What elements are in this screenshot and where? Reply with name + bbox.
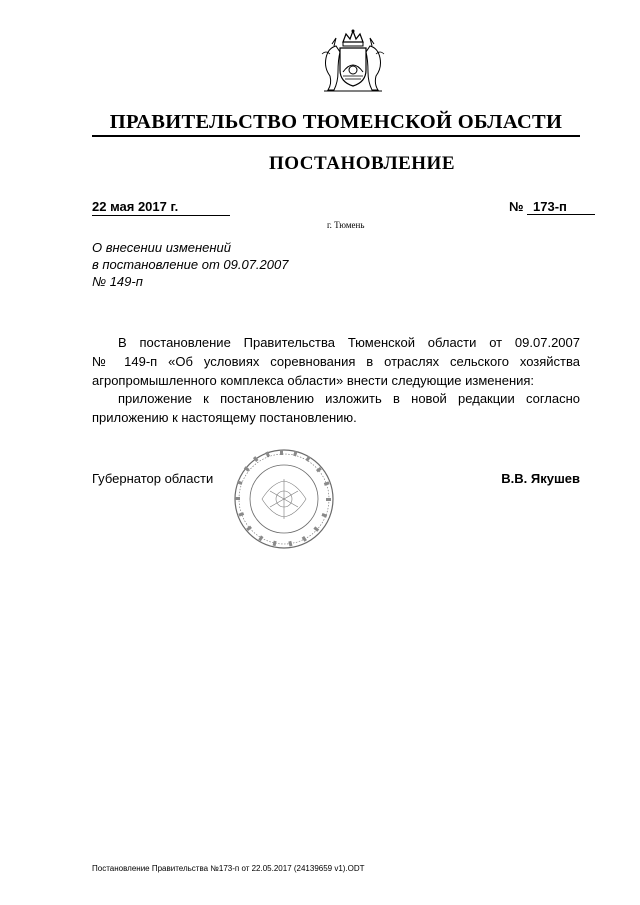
body-line: приложение к постановлению изложить в новой редакции согласно	[118, 391, 580, 406]
subject-line: в постановление от 09.07.2007	[92, 257, 289, 272]
signatory-name: В.В. Якушев	[501, 471, 580, 486]
body-line: агропромышленного комплекса области» внести следующие изменения:	[92, 373, 535, 388]
subject-line: № 149-п	[92, 274, 143, 289]
body-line: приложению к настоящему постановлению.	[92, 410, 357, 425]
subject-line: О внесении изменений	[92, 240, 231, 255]
body-line: В постановление Правительства Тюменской области от 09.07.2007	[118, 335, 580, 350]
government-title: ПРАВИТЕЛЬСТВО ТЮМЕНСКОЙ ОБЛАСТИ	[109, 111, 563, 133]
document-number: 173-п	[527, 199, 595, 215]
body-line: № 149-п «Об условиях соревнования в отраслях сельского хозяйства	[92, 354, 580, 369]
document-subject	[92, 239, 352, 290]
document-type: ПОСТАНОВЛЕНИЕ	[268, 153, 456, 174]
body-paragraph-1	[92, 333, 580, 390]
document-date: 22 мая 2017 г.	[92, 199, 230, 216]
coat-of-arms-icon	[310, 28, 396, 94]
official-seal-icon	[232, 447, 336, 551]
signatory-title: Губернатор области	[92, 471, 214, 486]
city: г. Тюмень	[327, 220, 365, 230]
title-divider	[92, 135, 580, 137]
document-footer: Постановление Правительства №173-п от 22.05.2017 (24139659 v1).ODT	[92, 864, 365, 873]
body-paragraph-2	[92, 389, 580, 427]
number-sign: №	[509, 199, 524, 214]
